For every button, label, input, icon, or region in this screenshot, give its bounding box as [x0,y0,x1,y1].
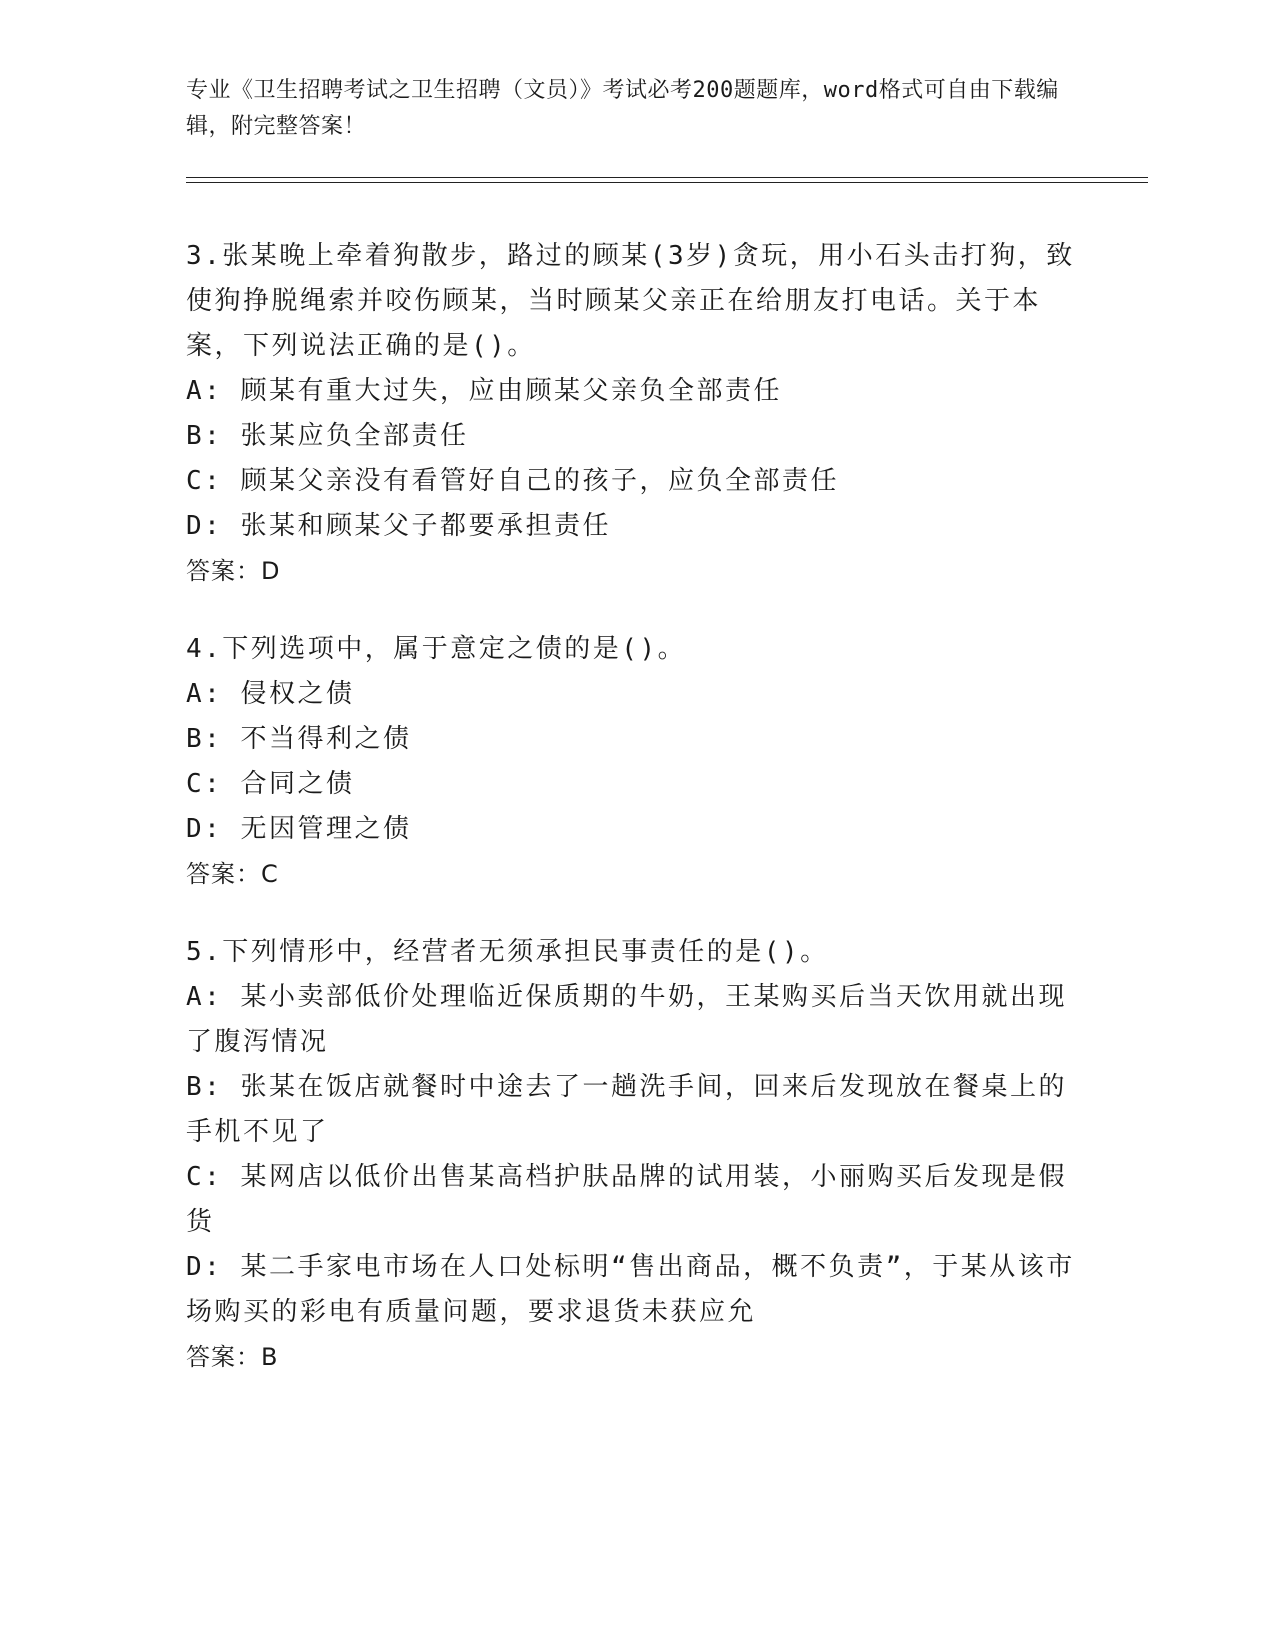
option-b: B: 不当得利之债 [186,724,412,754]
question-4 [186,627,1086,897]
question-5 [186,930,1086,1380]
option-a: A: 某小卖部低价处理临近保质期的牛奶，王某购买后当天饮用就出现了腹泻情况 [186,982,1067,1057]
option-c: C: 某网店以低价出售某高档护肤品牌的试用装，小丽购买后发现是假货 [186,1162,1067,1237]
question-list [186,234,1086,1413]
option-d: D: 张某和顾某父子都要承担责任 [186,511,611,541]
header-divider-top [186,177,1148,178]
option-d: D: 无因管理之债 [186,814,412,844]
option-a: A: 侵权之债 [186,679,355,709]
document-header: 专业《卫生招聘考试之卫生招聘（文员）》考试必考200题题库，word格式可自由下载编辑，附完整答案！ [186,78,1059,139]
option-d: D: 某二手家电市场在人口处标明“售出商品，概不负责”，于某从该市场购买的彩电有质量问题，要求退货未获应允 [186,1252,1075,1327]
option-b: B: 张某在饭店就餐时中途去了一趟洗手间，回来后发现放在餐桌上的手机不见了 [186,1072,1067,1147]
answer: 答案：B [186,1343,279,1371]
question-text: 3.张某晚上牵着狗散步，路过的顾某(3岁)贪玩，用小石头击打狗，致使狗挣脱绳索并咬伤顾某，当时顾某父亲正在给朋友打电话。关于本案，下列说法正确的是()。 [186,241,1075,361]
question-text: 4.下列选项中，属于意定之债的是()。 [186,634,687,664]
answer: 答案：C [186,860,279,888]
option-c: C: 顾某父亲没有看管好自己的孩子，应负全部责任 [186,466,839,496]
question-text: 5.下列情形中，经营者无须承担民事责任的是()。 [186,937,829,967]
option-c: C: 合同之债 [186,769,355,799]
answer: 答案：D [186,557,281,585]
header-divider-bottom [186,182,1148,183]
option-a: A: 顾某有重大过失，应由顾某父亲负全部责任 [186,376,782,406]
question-3 [186,234,1086,594]
option-b: B: 张某应负全部责任 [186,421,469,451]
